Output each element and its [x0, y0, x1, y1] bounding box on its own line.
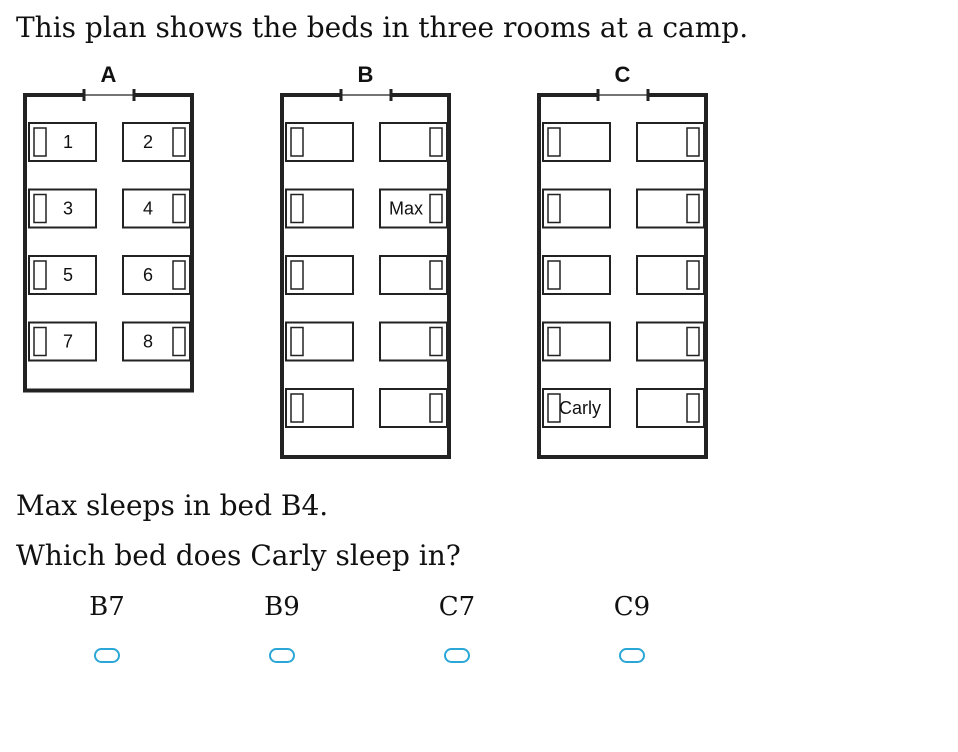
bed [286, 389, 353, 427]
option-label: C7 [438, 592, 476, 622]
bed [123, 123, 190, 161]
bed [29, 190, 96, 228]
bed-label: 4 [142, 198, 154, 219]
bed [380, 323, 447, 361]
statement-text: Max sleeps in bed B4. [16, 489, 329, 522]
bed [29, 323, 96, 361]
bed [29, 123, 96, 161]
radio-button[interactable] [94, 648, 120, 663]
bed-label: 1 [62, 132, 74, 152]
bed [123, 256, 190, 294]
bed [543, 190, 610, 228]
bed [380, 190, 447, 228]
pillow [687, 261, 699, 289]
pillow [291, 195, 303, 223]
pillow [430, 328, 442, 356]
room-b [282, 62, 449, 457]
pillow [291, 261, 303, 289]
bed [29, 256, 96, 294]
room-c [539, 62, 706, 457]
option-label: C9 [613, 592, 651, 622]
room-label: A [100, 62, 117, 87]
pillow [34, 261, 46, 289]
room-a [25, 62, 192, 391]
bed-label: 7 [62, 331, 74, 352]
bed [543, 256, 610, 294]
pillow [34, 195, 46, 223]
bed [286, 256, 353, 294]
pillow [173, 195, 185, 223]
pillow [430, 128, 442, 156]
pillow [687, 195, 699, 223]
option-c7[interactable] [417, 592, 497, 663]
bed [380, 123, 447, 161]
pillow [548, 195, 560, 223]
pillow [430, 261, 442, 289]
pillow [430, 195, 442, 223]
option-b7[interactable] [67, 592, 147, 663]
pillow [173, 128, 185, 156]
bed-label: Max [388, 198, 424, 219]
bed [543, 323, 610, 361]
intro-text: This plan shows the beds in three rooms at a camp. [16, 11, 749, 44]
bed-label: 2 [142, 132, 154, 152]
pillow [173, 328, 185, 356]
bed [637, 256, 704, 294]
pillow [34, 328, 46, 356]
radio-button[interactable] [269, 648, 295, 663]
option-label: B7 [89, 592, 125, 622]
bed [286, 123, 353, 161]
bed [380, 389, 447, 427]
radio-button[interactable] [619, 648, 645, 663]
pillow [548, 261, 560, 289]
option-label: B9 [264, 592, 300, 622]
room-label: B [357, 62, 374, 87]
pillow [687, 394, 699, 422]
bed-label: Carly [558, 398, 602, 418]
bed [543, 389, 610, 427]
bed [637, 389, 704, 427]
bed [637, 190, 704, 228]
pillow [34, 128, 46, 156]
pillow [548, 128, 560, 156]
bed [380, 256, 447, 294]
pillow [687, 128, 699, 156]
pillow [687, 328, 699, 356]
bed [286, 190, 353, 228]
pillow [291, 328, 303, 356]
pillow [548, 328, 560, 356]
option-b9[interactable] [242, 592, 322, 663]
bed [123, 190, 190, 228]
bed [637, 323, 704, 361]
bed [123, 323, 190, 361]
bed [543, 123, 610, 161]
bed-label: 3 [62, 198, 74, 219]
question-text: Which bed does Carly sleep in? [16, 539, 461, 572]
bed-label: 6 [142, 265, 154, 285]
bed-label: 8 [142, 331, 154, 352]
bed [286, 323, 353, 361]
pillow [291, 394, 303, 422]
option-c9[interactable] [592, 592, 672, 663]
room-label: C [614, 62, 631, 87]
pillow [430, 394, 442, 422]
pillow [173, 261, 185, 289]
pillow [291, 128, 303, 156]
bed [637, 123, 704, 161]
bed-label: 5 [62, 265, 74, 285]
radio-button[interactable] [444, 648, 470, 663]
